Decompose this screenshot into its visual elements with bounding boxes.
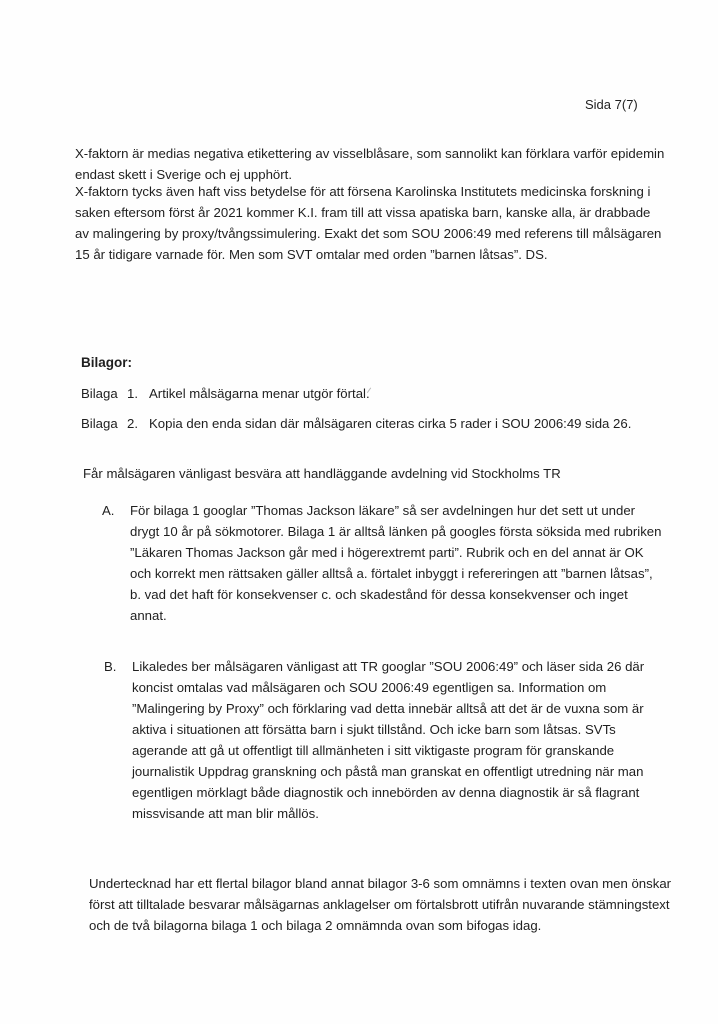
list-marker: A. [102, 503, 115, 518]
attachment-number: 2. [127, 416, 138, 431]
list-item-text: Likaledes ber målsägaren vänligast att TR googlar ”SOU 2006:49” och läser sida 26 där koncist omtalas vad målsägaren och SOU 2006:49 egentligen sa. Information om ”Malingering by Proxy” och förklaring vad detta innebär alltså att det är de vuxna som är aktiva i situationen att försätta barn i sjukt tillstånd. Och icke barn som låtsas. SVTs agerande att gå ut offentligt till allmänheten i sitt viktigaste program för granskande journalistik Uppdrag granskning och påstå man granskat en offentligt utredning när man egentligen mörklagt både diagnostik och innebörden av denna diagnostik är så flagrant missvisande att man blir mållös. [132, 659, 645, 821]
page-number: Sida 7(7) [585, 97, 638, 112]
attachment-text: Artikel målsägarna menar utgör förtal. [149, 386, 370, 401]
attachment-label: Bilaga [81, 416, 118, 431]
attachment-item [81, 416, 631, 431]
attachment-label: Bilaga [81, 386, 118, 401]
attachments-heading: Bilagor: [81, 355, 133, 370]
closing-paragraph: Undertecknad har ett flertal bilagor bland annat bilagor 3-6 som omnämns i texten ovan men önskar först att tilltalade besvarar målsägarnas anklagelser om förtalsbrott utifrån nuvarande stämningstext och de två bilagorna bilaga 1 och bilaga 2 omnämnda ovan som bifogas idag. [89, 876, 672, 933]
attachment-number: 1. [127, 386, 138, 401]
attachment-item [81, 386, 370, 401]
list-marker: B. [104, 659, 117, 674]
paragraph-x-factor-research: X-faktorn tycks även haft viss betydelse för att försena Karolinska Institutets medicinska forskning i saken eftersom först år 2021 kommer K.I. fram till att vissa apatiska barn, kanske alla, är drabbade av malingering by proxy/tvångssimulering. Exakt det som SOU 2006:49 med referens till målsägaren 15 år tidigare varnade för. Men som SVT omtalar med orden ”barnen låtsas”. DS. [75, 184, 662, 262]
request-item-a [102, 500, 662, 626]
attachment-text: Kopia den enda sidan där målsägaren citeras cirka 5 rader i SOU 2006:49 sida 26. [149, 416, 632, 431]
request-intro: Får målsägaren vänligast besvära att handläggande avdelning vid Stockholms TR [83, 466, 561, 481]
paragraph-x-factor-media: X-faktorn är medias negativa etikettering av visselblåsare, som sannolikt kan förklara varför epidemin endast skett i Sverige och ej upphört. [75, 146, 665, 182]
list-item-text: För bilaga 1 googlar ”Thomas Jackson läkare” så ser avdelningen hur det sett ut under drygt 10 år på sökmotorer. Bilaga 1 är alltså länken på googles första söksida med rubriken ”Läkaren Thomas Jackson går med i högerextremt parti”. Rubrik och en del annat är OK och korrekt men rättsaken gäller alltså a. förtalet inbyggt i refereringen att ”barnen låtsas”, b. vad det haft för konsekvenser c. och skadestånd för dessa konsekvenser och inget annat. [130, 503, 662, 623]
request-item-b [104, 656, 664, 824]
